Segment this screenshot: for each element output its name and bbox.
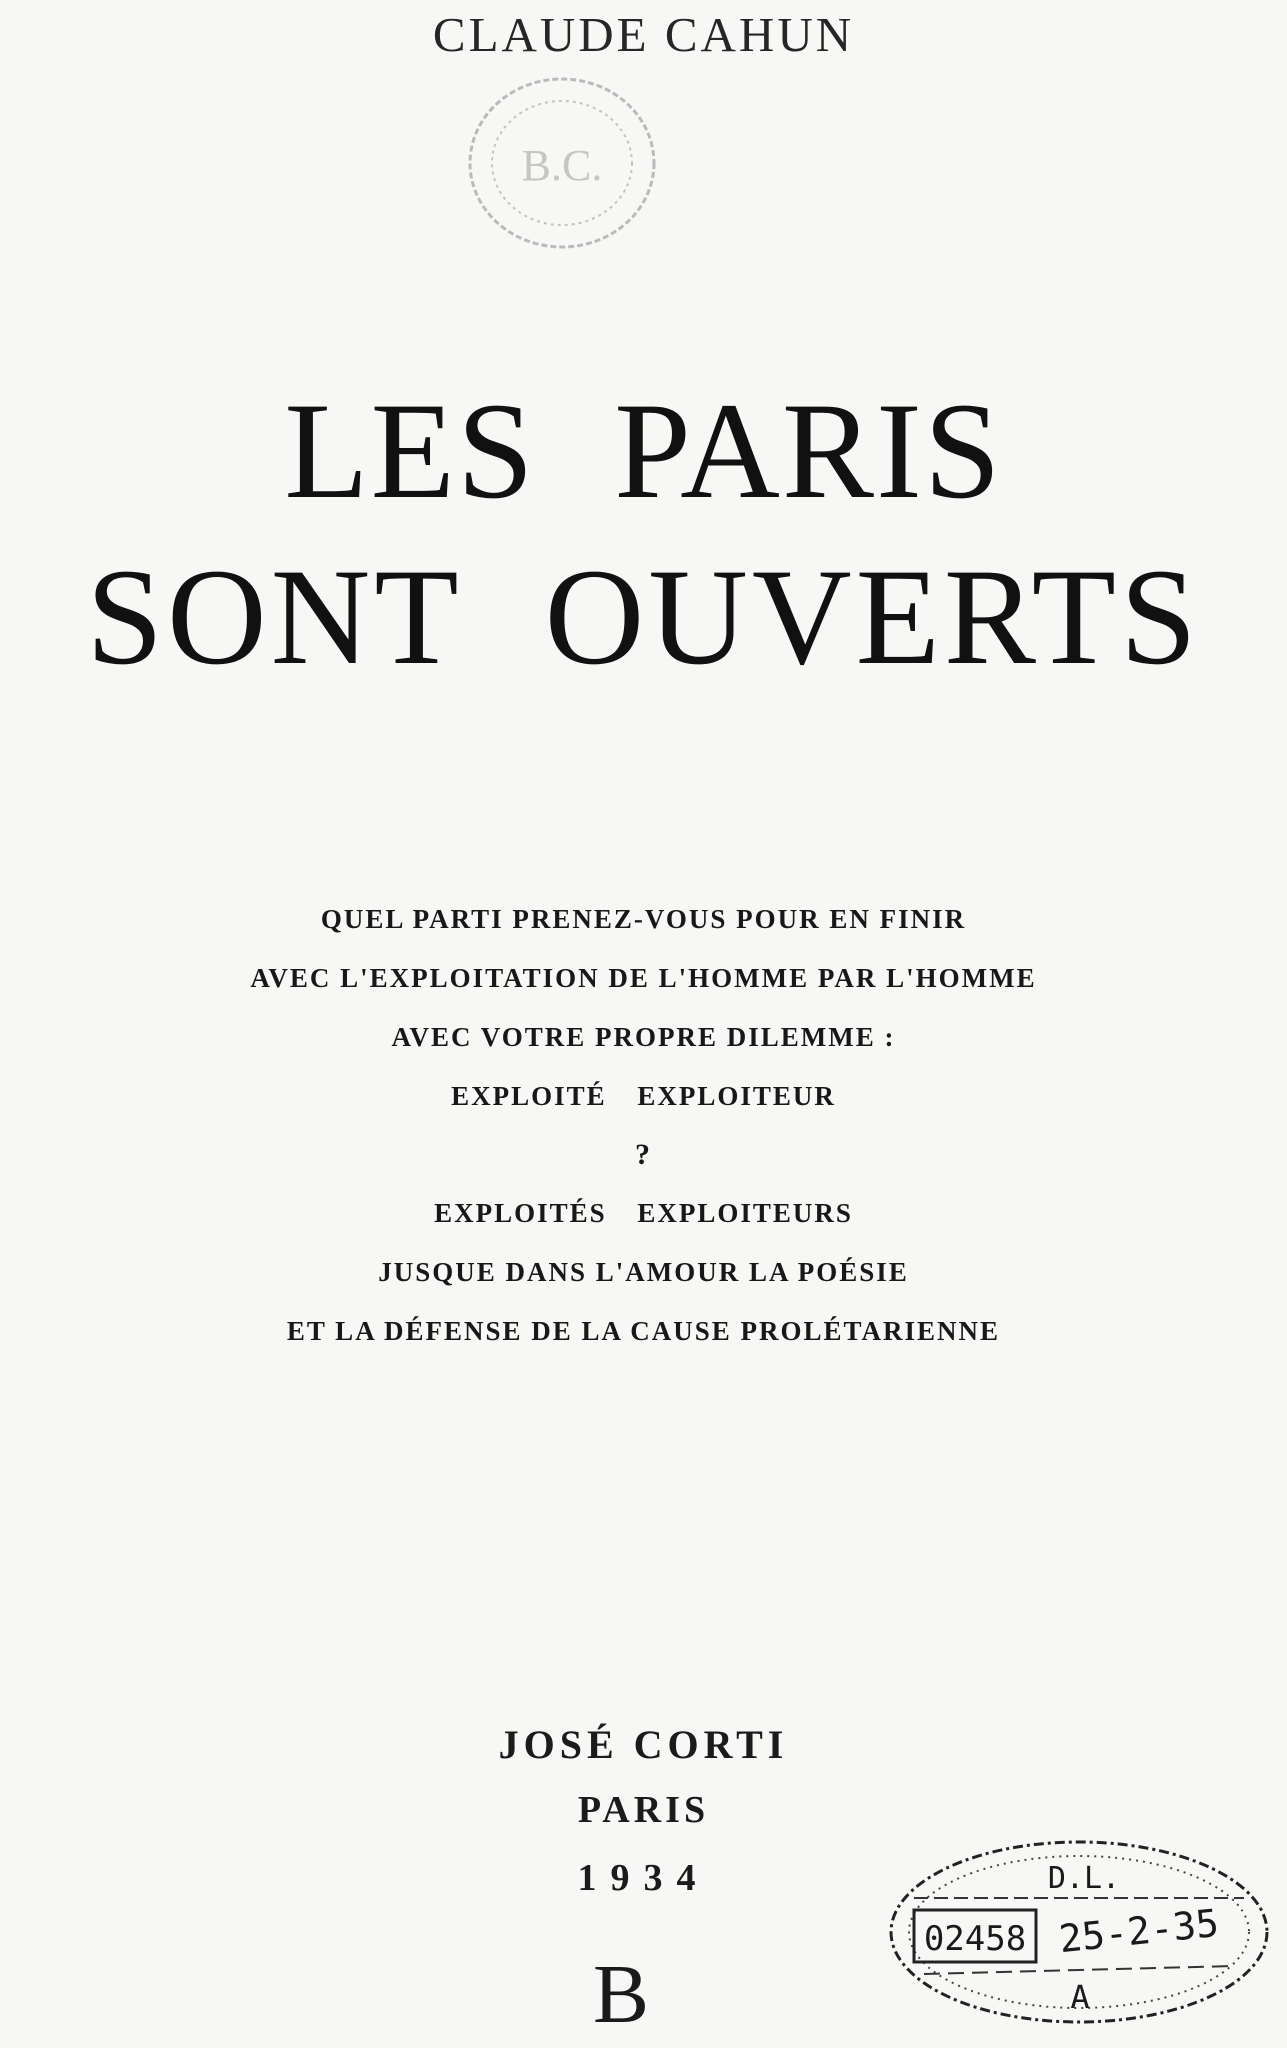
legal-deposit-footer: A [1070,1978,1090,2016]
subtitle-question-mark: ? [635,1138,652,1171]
legal-deposit-number: 02458 [923,1919,1027,1959]
subtitle-block [0,890,1287,1361]
author-name: CLAUDE CAHUN [432,7,855,62]
publication-year: 1934 [577,1857,710,1899]
subtitle-line-2: AVEC L'EXPLOITATION DE L'HOMME PAR L'HOMME [250,963,1037,993]
title-line-2: SONT OUVERTS [86,540,1201,693]
subtitle-line-1: QUEL PARTI PRENEZ-VOUS POUR EN FINIR [320,904,967,934]
publisher-monogram-letter: B [592,1952,650,2032]
legal-deposit-header: D.L. [1047,1861,1121,1896]
publisher-city: PARIS [577,1789,710,1831]
subtitle-line-4: EXPLOITÉ EXPLOITEUR [451,1081,836,1111]
title-line-1: LES PARIS [284,374,1003,527]
legal-deposit-stamp [884,1832,1274,2032]
library-stamp [447,68,677,258]
subtitle-line-6: EXPLOITÉS EXPLOITEURS [434,1198,853,1228]
legal-deposit-date: 25-2-35 [1056,1900,1221,1962]
subtitle-line-7: JUSQUE DANS L'AMOUR LA POÉSIE [378,1257,909,1287]
library-stamp-center: B.C. [521,141,603,190]
publisher-monogram [586,1952,656,2032]
subtitle-line-3: AVEC VOTRE PROPRE DILEMME : [391,1022,896,1052]
publisher-name: JOSÉ CORTI [498,1722,789,1767]
subtitle-line-8: ET LA DÉFENSE DE LA CAUSE PROLÉTARIENNE [286,1316,1001,1346]
